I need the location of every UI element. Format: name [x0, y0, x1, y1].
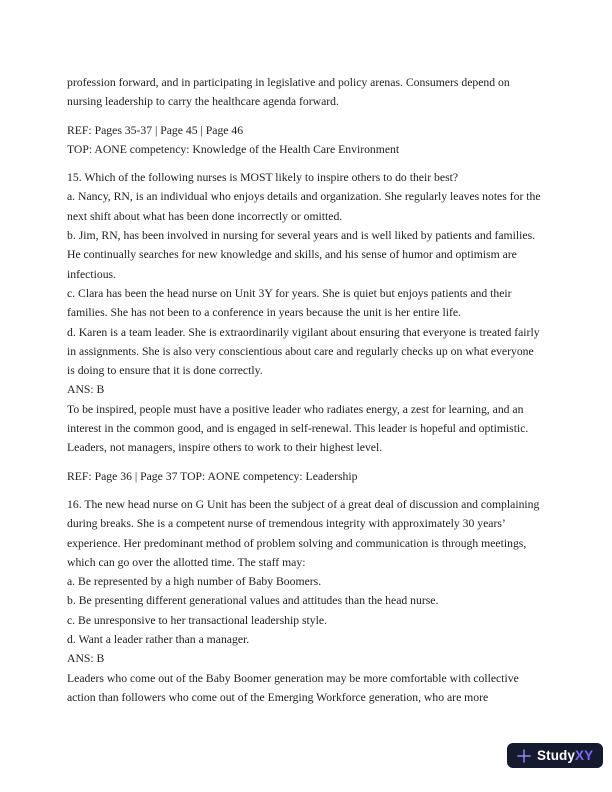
- text-line: d. Want a leader rather than a manager.: [67, 633, 250, 647]
- text-line: b. Jim, RN, has been involved in nursing for several years and is well liked by patients and families.: [67, 229, 536, 243]
- text-line: a. Nancy, RN, is an individual who enjoys details and organization. She regularly leaves notes for the: [67, 190, 541, 204]
- text-line: c. Be unresponsive to her transactional leadership style.: [67, 613, 327, 627]
- brand-name-accent: XY: [575, 747, 594, 763]
- text-line: ANS: B: [67, 652, 105, 666]
- text-line: action than followers who come out of the Emerging Workforce generation, who are more: [67, 690, 489, 704]
- text-line: REF: Page 36 | Page 37 TOP: AONE competency: Leadership: [67, 469, 358, 483]
- question-15-block: [67, 168, 557, 457]
- studyxy-logo: [507, 743, 603, 768]
- text-line: 16. The new head nurse on G Unit has been the subject of a great deal of discussion and complaining: [67, 497, 540, 511]
- text-line: a. Be represented by a high number of Baby Boomers.: [67, 575, 322, 589]
- text-line: infectious.: [67, 267, 117, 281]
- text-line: experience. Her predominant method of problem solving and communication is through meetings,: [67, 536, 527, 550]
- text-line: TOP: AONE competency: Knowledge of the Health Care Environment: [67, 142, 400, 156]
- text-line: REF: Pages 35-37 | Page 45 | Page 46: [67, 123, 244, 137]
- text-line: 15. Which of the following nurses is MOST likely to inspire others to do their best?: [67, 171, 459, 185]
- text-line: Leaders who come out of the Baby Boomer generation may be more comfortable with collective: [67, 671, 519, 685]
- text-line: He continually searches for new knowledge and skills, and his sense of humor and optimism are: [67, 248, 517, 262]
- text-line: Leaders, not managers, inspire others to work to their highest level.: [67, 441, 383, 455]
- text-line: b. Be presenting different generational values and attitudes than the head nurse.: [67, 594, 439, 608]
- text-line: in assignments. She is also very conscientious about care and regularly checks up on what everyone: [67, 344, 534, 358]
- ref-topic-block-q14: [67, 121, 557, 160]
- text-line: during breaks. She is a competent nurse of tremendous integrity with approximately 30 years’: [67, 517, 506, 531]
- brand-wordmark: [537, 749, 593, 763]
- text-line: ANS: B: [67, 383, 105, 397]
- text-line: d. Karen is a team leader. She is extraordinarily vigilant about ensuring that everyone is treated fairly: [67, 325, 540, 339]
- ref-topic-block-q15: [67, 467, 557, 486]
- text-line: nursing leadership to carry the healthcare agenda forward.: [67, 95, 339, 109]
- text-line: next shift about what has been done incorrectly or omitted.: [67, 209, 343, 223]
- text-line: c. Clara has been the head nurse on Unit 3Y for years. She is quiet but enjoys patients and their: [67, 286, 512, 300]
- text-line: To be inspired, people must have a positive leader who radiates energy, a zest for learning, and an: [67, 402, 524, 416]
- text-line: families. She has not been to a conference in years because the unit is her entire life.: [67, 306, 461, 320]
- text-line: profession forward, and in participating in legislative and policy arenas. Consumers depend on: [67, 76, 510, 89]
- text-line: is doing to ensure that it is done correctly.: [67, 364, 263, 378]
- plus-icon: [517, 749, 531, 763]
- document-text: [67, 73, 557, 716]
- intro-paragraph: [67, 73, 557, 112]
- question-16-block: [67, 495, 557, 707]
- brand-name-primary: Study: [537, 747, 576, 763]
- text-line: interest in the common good, and is engaged in self-renewal. This leader is hopeful and optimistic.: [67, 422, 529, 436]
- text-line: which can go over the allotted time. The staff may:: [67, 555, 306, 569]
